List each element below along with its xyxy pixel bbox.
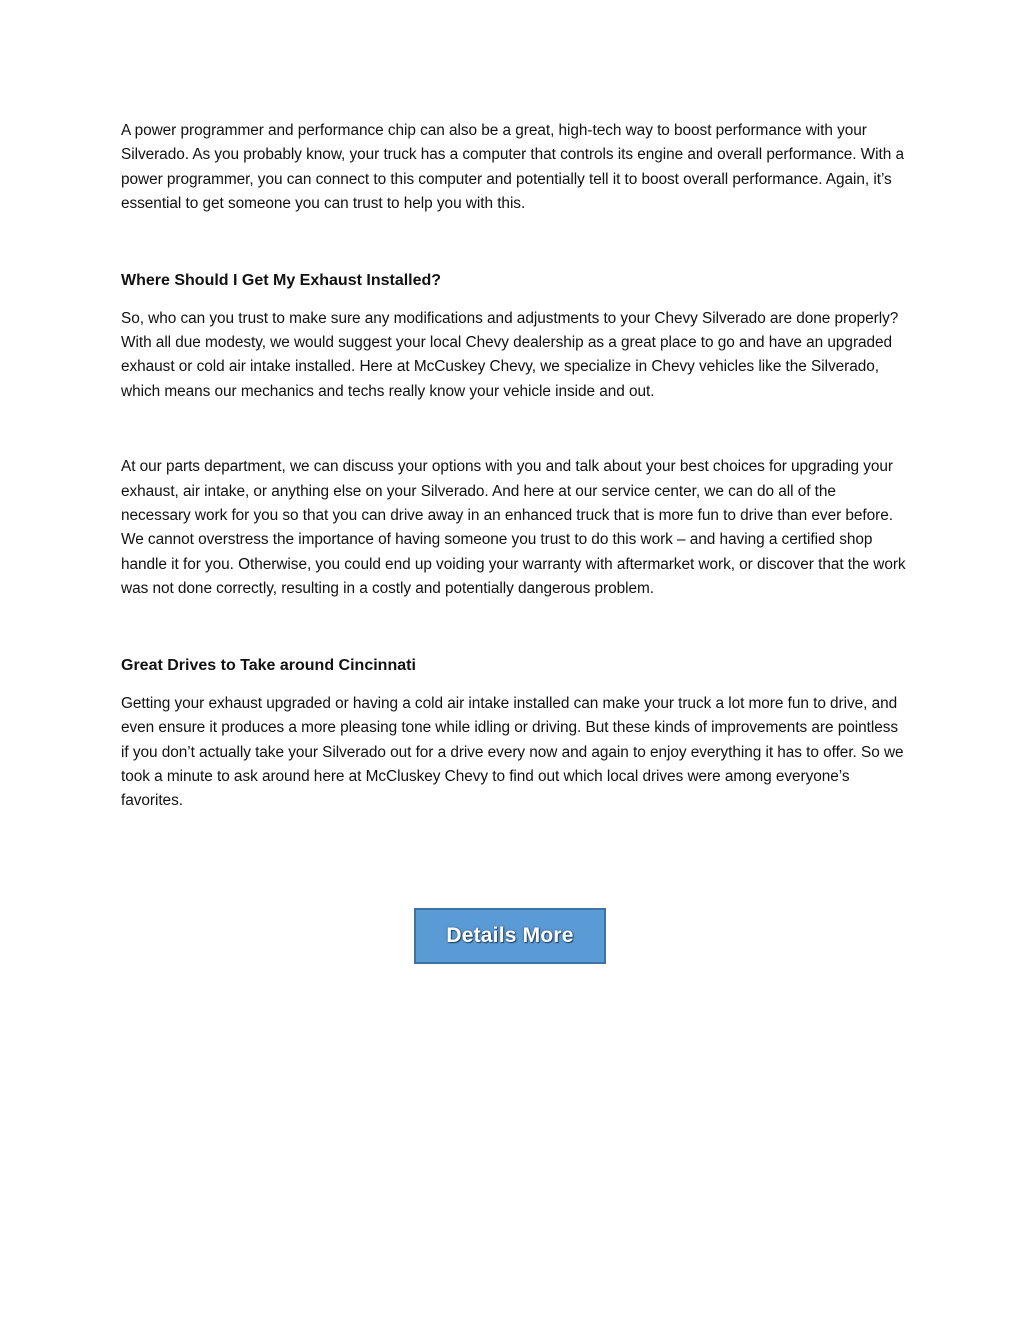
details-more-label: Details More (446, 924, 574, 947)
paragraph-parts-department: At our parts department, we can discuss your options with you and talk about your best choices for upgrading your exhaust, air intake, or anything else on your Silverado. And here at our service center, we can do all of the necessary work for you so that you can drive away in an enhanced truck that is more fun to drive than ever before. We cannot overstress the importance of having someone you trust to do this work – and having a certified shop handle it for you. Otherwise, you could end up voiding your warranty with aftermarket work, or discover that the work was not done correctly, resulting in a costly and potentially dangerous problem. (121, 458, 906, 598)
details-more-container (414, 908, 606, 964)
heading-exhaust-installed: Where Should I Get My Exhaust Installed? (121, 271, 442, 289)
details-more-button[interactable] (414, 908, 606, 964)
paragraph-power-programmer: A power programmer and performance chip can also be a great, high-tech way to boost performance with your Silverado. As you probably know, your truck has a computer that controls its engine and overall performance. With a power programmer, you can connect to this computer and potentially tell it to boost overall performance. Again, it’s essential to get someone you can trust to help you with this. (121, 122, 904, 213)
paragraph-trust-dealership: So, who can you trust to make sure any modifications and adjustments to your Chevy Silverado are done properly? With all due modesty, we would suggest your local Chevy dealership as a great place to go and have an upgraded exhaust or cold air intake installed. Here at McCuskey Chevy, we specialize in Chevy vehicles like the Silverado, which means our mechanics and techs really know your vehicle inside and out. (121, 309, 899, 400)
document-body (121, 119, 907, 814)
paragraph-drives-intro: Getting your exhaust upgraded or having a cold air intake installed can make your truck a lot more fun to drive, and even ensure it produces a more pleasing tone while idling or driving. But these kinds of improvements are pointless if you don’t actually take your Silverado out for a drive every now and again to enjoy everything it has to offer. So we took a minute to ask around here at McCluskey Chevy to find out which local drives were among everyone’s favorites. (121, 694, 904, 810)
heading-great-drives: Great Drives to Take around Cincinnati (121, 656, 416, 674)
